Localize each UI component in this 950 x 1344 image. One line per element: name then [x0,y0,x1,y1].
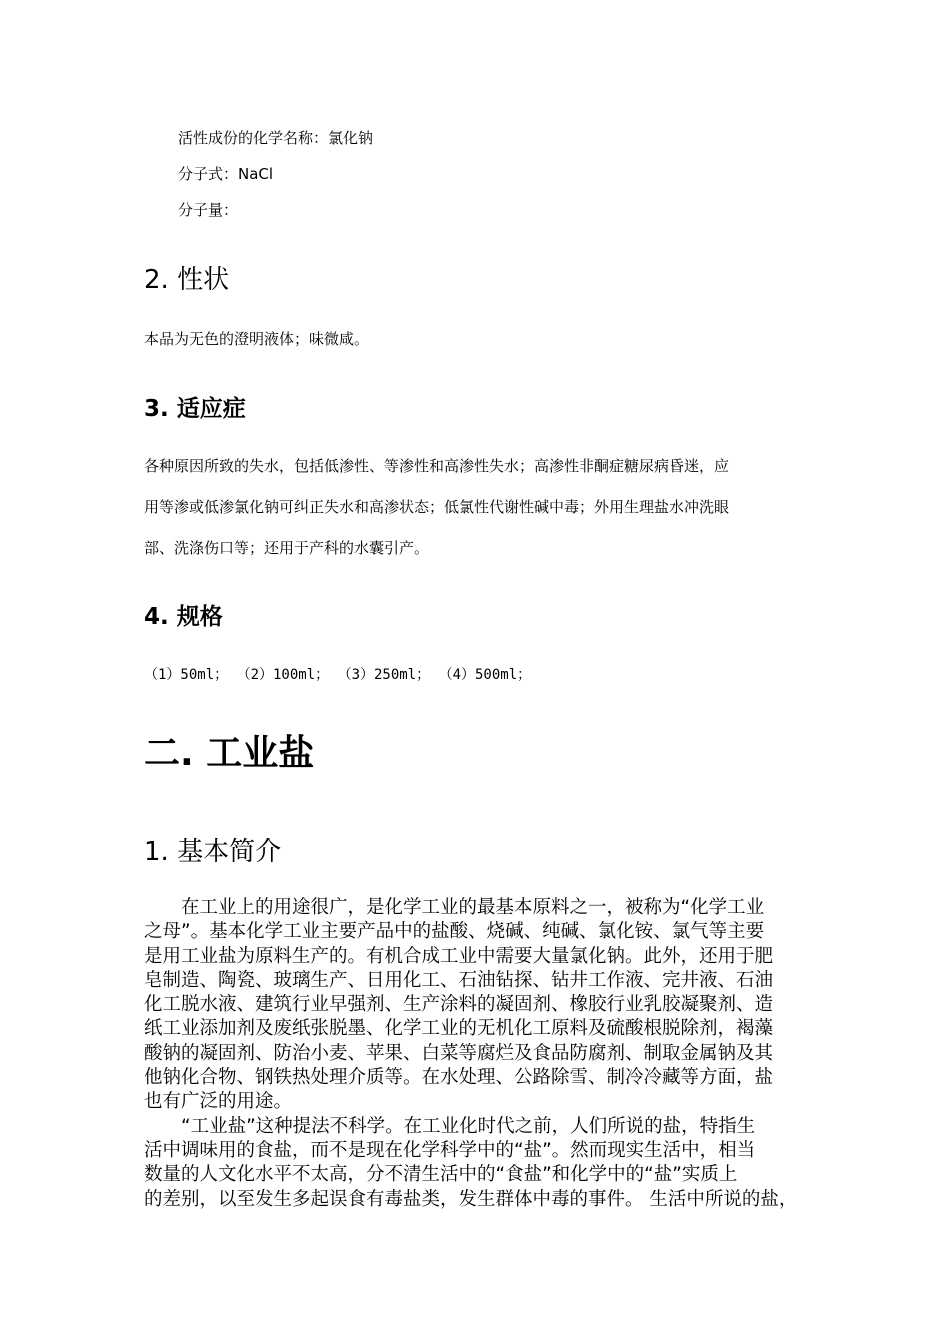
paragraph-line: 之母”。基本化学工业主要产品中的盐酸、烧碱、纯碱、氯化铵、氯气等主要 [144,921,765,943]
section-heading-introduction: 1. 基本简介 [144,837,282,867]
paragraph-line: 皂制造、陶瓷、玻璃生产、日用化工、石油钻探、钻井工作液、完井液、石油 [144,969,774,991]
properties-text: 本品为无色的澄明液体；味微咸。 [144,330,370,348]
paragraph-line: 在工业上的用途很广，是化学工业的最基本原料之一，被称为“化学工业 [144,897,765,918]
paragraph-line: 的差别，以至发生多起误食有毒盐类，发生群体中毒的事件。 生活中所说的盐， [144,1188,798,1210]
indications-line: 部、洗涤伤口等；还用于产科的水囊引产。 [144,539,430,557]
paragraph-line: 也有广泛的用途。 [144,1091,293,1113]
section-heading-indications: 3. 适应症 [144,396,246,422]
section-heading-specifications: 4. 规格 [144,604,223,630]
paragraph-line: 化工脱水液、建筑行业早强剂、生产涂料的凝固剂、橡胶行业乳胶凝聚剂、造 [144,994,774,1016]
specifications-text: （1）50ml； （2）100ml； （3）250ml； （4）500ml； [144,667,532,683]
molecular-formula: 分子式：NaCl [178,165,274,183]
section-heading-properties: 2. 性状 [144,265,230,295]
paragraph-line: 他钠化合物、钢铁热处理介质等。在水处理、公路除雪、制冷冷藏等方面，盐 [144,1067,774,1089]
chemical-name: 活性成份的化学名称：氯化钠 [178,129,374,147]
paragraph-line: 酸钠的凝固剂、防治小麦、苹果、白菜等腐烂及食品防腐剂、制取金属钠及其 [144,1042,774,1064]
introduction-paragraph [144,896,824,1212]
molecular-weight: 分子量： [178,201,239,219]
paragraph-line: “工业盐”这种提法不科学。在工业化时代之前，人们所说的盐，特指生 [144,1115,756,1137]
indications-line: 用等渗或低渗氯化钠可纠正失水和高渗状态；低氯性代谢性碱中毒；外用生理盐水冲洗眼 [144,498,730,516]
paragraph-line: 数量的人文化水平不太高，分不清生活中的“食盐”和化学中的“盐”实质上 [144,1164,738,1186]
indications-line: 各种原因所致的失水，包括低渗性、等渗性和高渗性失水；高渗性非酮症糖尿病昏迷，应 [144,457,730,475]
paragraph-line: 是用工业盐为原料生产的。有机合成工业中需要大量氯化钠。此外，还用于肥 [144,945,774,967]
chapter-heading-industrial-salt: 二. 工业盐 [144,733,315,774]
paragraph-line: 活中调味用的食盐，而不是现在化学科学中的“盐”。然而现实生活中，相当 [144,1139,756,1161]
paragraph-line: 纸工业添加剂及废纸张脱墨、化学工业的无机化工原料及硫酸根脱除剂，褐藻 [144,1018,774,1040]
